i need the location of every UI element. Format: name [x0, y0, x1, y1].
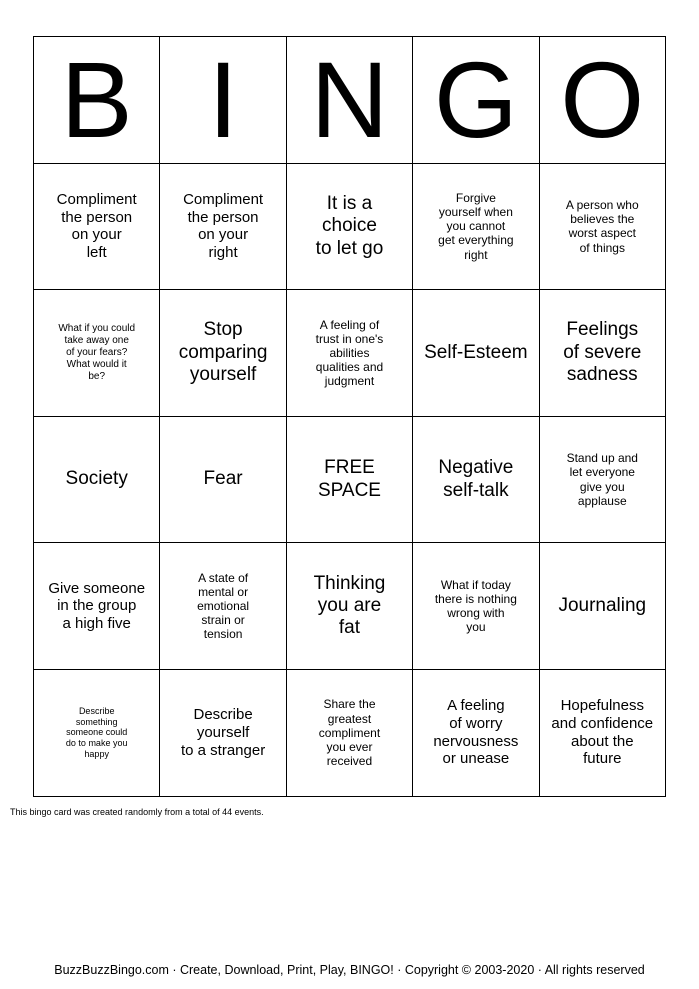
header-letter-o: O	[539, 37, 665, 164]
bingo-cell: Stand up and let everyone give you applause	[539, 416, 665, 543]
bingo-cell: It is a choice to let go	[286, 163, 412, 290]
bingo-cell: A person who believes the worst aspect of things	[539, 163, 665, 290]
header-row	[34, 37, 666, 164]
bingo-cell: Stop comparing yourself	[160, 290, 286, 417]
bingo-cell: Fear	[160, 416, 286, 543]
bingo-row-3	[34, 416, 666, 543]
bingo-row-4	[34, 543, 666, 670]
bingo-card	[33, 36, 666, 797]
bingo-cell: A feeling of worry nervousness or unease	[413, 669, 539, 796]
bingo-cell: Forgive yourself when you cannot get everything right	[413, 163, 539, 290]
free-space-cell: FREE SPACE	[286, 416, 412, 543]
bingo-cell: Compliment the person on your right	[160, 163, 286, 290]
bingo-cell: Society	[34, 416, 160, 543]
bingo-cell: Describe yourself to a stranger	[160, 669, 286, 796]
header-letter-i: I	[160, 37, 286, 164]
bingo-cell: Negative self-talk	[413, 416, 539, 543]
bingo-cell: Share the greatest compliment you ever received	[286, 669, 412, 796]
header-letter-b: B	[34, 37, 160, 164]
bingo-cell: A feeling of trust in one's abilities qualities and judgment	[286, 290, 412, 417]
bingo-cell: Give someone in the group a high five	[34, 543, 160, 670]
bingo-cell: Describe something someone could do to make you happy	[34, 669, 160, 796]
header-letter-n: N	[286, 37, 412, 164]
bingo-cell: Hopefulness and confidence about the future	[539, 669, 665, 796]
header-letter-g: G	[413, 37, 539, 164]
bingo-cell: What if you could take away one of your fears? What would it be?	[34, 290, 160, 417]
card-note: This bingo card was created randomly from a total of 44 events.	[10, 807, 264, 817]
bingo-cell: Journaling	[539, 543, 665, 670]
page-footer: BuzzBuzzBingo.com · Create, Download, Print, Play, BINGO! · Copyright © 2003-2020 · All rights reserved	[54, 963, 645, 977]
bingo-row-1	[34, 163, 666, 290]
bingo-cell: A state of mental or emotional strain or tension	[160, 543, 286, 670]
bingo-cell: What if today there is nothing wrong with you	[413, 543, 539, 670]
bingo-cell: Thinking you are fat	[286, 543, 412, 670]
bingo-cell: Compliment the person on your left	[34, 163, 160, 290]
bingo-row-2	[34, 290, 666, 417]
bingo-cell: Self-Esteem	[413, 290, 539, 417]
bingo-cell: Feelings of severe sadness	[539, 290, 665, 417]
bingo-row-5	[34, 669, 666, 796]
